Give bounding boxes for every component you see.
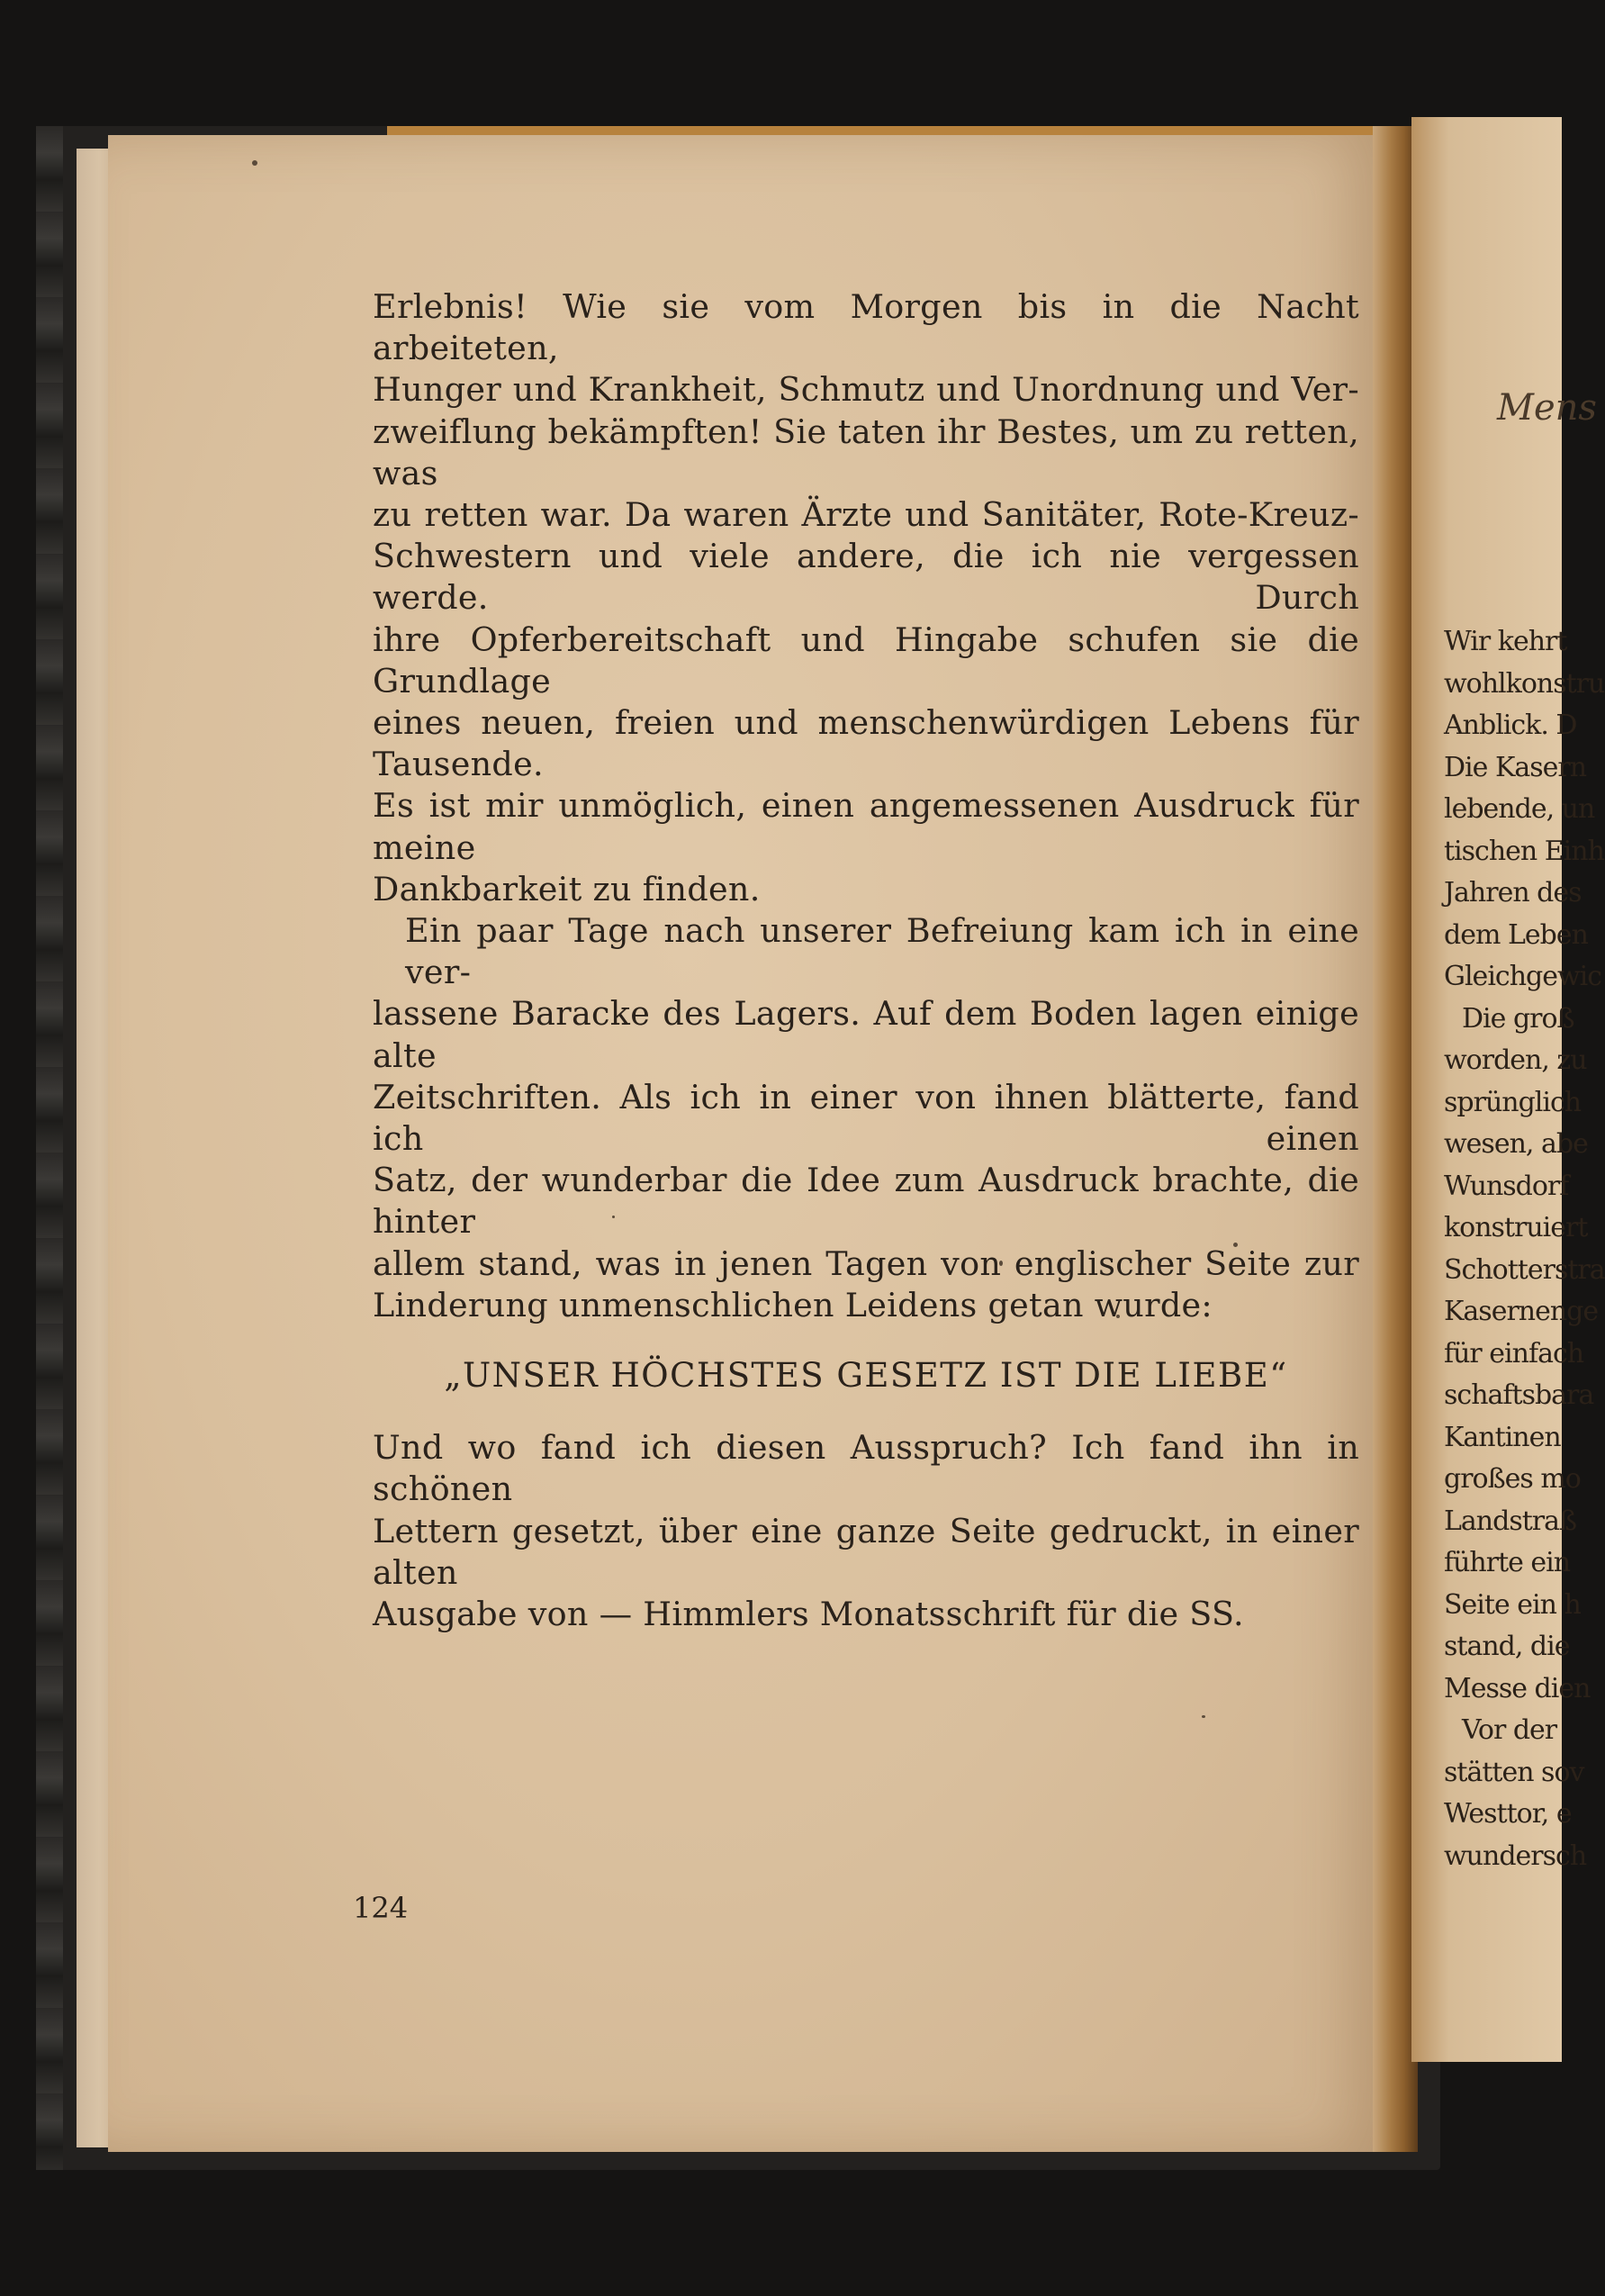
text-line: zu retten war. Da waren Ärzte und Sanitäter, Rote-Kreuz- bbox=[373, 495, 1359, 535]
right-page-line: Westtor, e bbox=[1444, 1798, 1572, 1830]
right-page-header: Mens bbox=[1497, 387, 1597, 429]
text-line: Linderung unmenschlichen Leidens getan wurde: bbox=[373, 1285, 1213, 1324]
right-page-line: Jahren des bbox=[1444, 877, 1582, 908]
right-page-line: tischen Einh bbox=[1444, 835, 1604, 867]
right-page-line: großes mo bbox=[1444, 1463, 1581, 1495]
right-page-line: dem Leben bbox=[1444, 918, 1588, 951]
text-line: ihre Opferbereitschaft und Hingabe schufen sie die Grundlage bbox=[373, 619, 1359, 701]
right-page-line: Die Kasern bbox=[1444, 751, 1587, 783]
text-line: eines neuen, freien und menschenwürdigen Lebens für Tausende. bbox=[373, 703, 1359, 784]
text-line: Und wo fand ich diesen Ausspruch? Ich fand ihn in schönen bbox=[373, 1428, 1359, 1509]
text-line: lassene Baracke des Lagers. Auf dem Boden lagen einige alte bbox=[373, 994, 1359, 1075]
right-page-line: wohlkonstru bbox=[1444, 667, 1605, 700]
right-page-line: Anblick. D bbox=[1444, 710, 1577, 741]
right-page-line: wesen, abe bbox=[1444, 1128, 1588, 1160]
page-number: 124 bbox=[353, 1891, 409, 1925]
right-page-line: Wir kehrt bbox=[1444, 626, 1567, 657]
text-line: Satz, der wunderbar die Idee zum Ausdruck brachte, die hinter bbox=[373, 1161, 1359, 1242]
paragraph bbox=[373, 286, 1359, 910]
paragraph bbox=[373, 910, 1359, 1326]
text-line: Lettern gesetzt, über eine ganze Seite gedruckt, in einer alten bbox=[373, 1511, 1359, 1592]
right-page-line: sprünglich bbox=[1444, 1086, 1582, 1118]
paragraph bbox=[373, 1427, 1359, 1635]
text-line: Dankbarkeit zu finden. bbox=[373, 869, 761, 908]
right-page-line: Die groß bbox=[1462, 1002, 1574, 1035]
text-line: Es ist mir unmöglich, einen angemessenen Ausdruck für meine bbox=[373, 786, 1359, 867]
right-page-line: worden, zu bbox=[1444, 1044, 1587, 1076]
main-text bbox=[373, 286, 1359, 1635]
text-line: zweiflung bekämpften! Sie taten ihr Bestes, um zu retten, was bbox=[373, 411, 1359, 493]
right-page-line: Gleichgewic bbox=[1444, 961, 1602, 992]
right-page-line: Schotterstra bbox=[1444, 1253, 1605, 1286]
text-line: Ausgabe von — Himmlers Monatsschrift für die SS. bbox=[373, 1595, 1244, 1634]
right-page-line: Seite ein h bbox=[1444, 1588, 1581, 1621]
right-page-line: lebende, un bbox=[1444, 793, 1595, 825]
text-line: Schwestern und viele andere, die ich nie vergessen werde. Durch bbox=[373, 537, 1359, 618]
text-line: Zeitschriften. Als ich in einer von ihnen blätterte, fand ich einen bbox=[373, 1077, 1359, 1159]
right-page-line: Vor der bbox=[1462, 1714, 1557, 1746]
right-page-line: stand, die bbox=[1444, 1631, 1570, 1662]
text-line: Erlebnis! Wie sie vom Morgen bis in die Nacht arbeiteten, bbox=[373, 287, 1359, 368]
text-line: Ein paar Tage nach unserer Befreiung kam ich in eine ver- bbox=[405, 911, 1359, 992]
right-page-text bbox=[1444, 621, 1605, 1877]
right-page-line: Kantinen bbox=[1444, 1421, 1561, 1453]
right-page bbox=[1411, 117, 1605, 2062]
right-page-line: stätten sov bbox=[1444, 1756, 1584, 1788]
right-page-line: führte ein bbox=[1444, 1547, 1571, 1578]
right-page-line: Landstraß bbox=[1444, 1505, 1577, 1537]
right-page-line: Messe dien bbox=[1444, 1672, 1591, 1704]
right-page-line: Kasernenge bbox=[1444, 1296, 1599, 1327]
right-page-line: wundersch bbox=[1444, 1840, 1587, 1872]
right-page-line: für einfach bbox=[1444, 1337, 1584, 1369]
right-page-line: konstruiert bbox=[1444, 1212, 1588, 1243]
cover-edge bbox=[36, 126, 63, 2170]
text-line: allem stand, was in jenen Tagen von englischer Seite zur bbox=[373, 1243, 1359, 1283]
right-page-line: Wunsdorf bbox=[1444, 1170, 1569, 1202]
right-page-line: schaftsbara bbox=[1444, 1379, 1594, 1411]
motto-quote: „UNSER HÖCHSTES GESETZ IST DIE LIEBE“ bbox=[444, 1356, 1288, 1396]
text-line: Hunger und Krankheit, Schmutz und Unordnung und Ver- bbox=[373, 370, 1359, 410]
